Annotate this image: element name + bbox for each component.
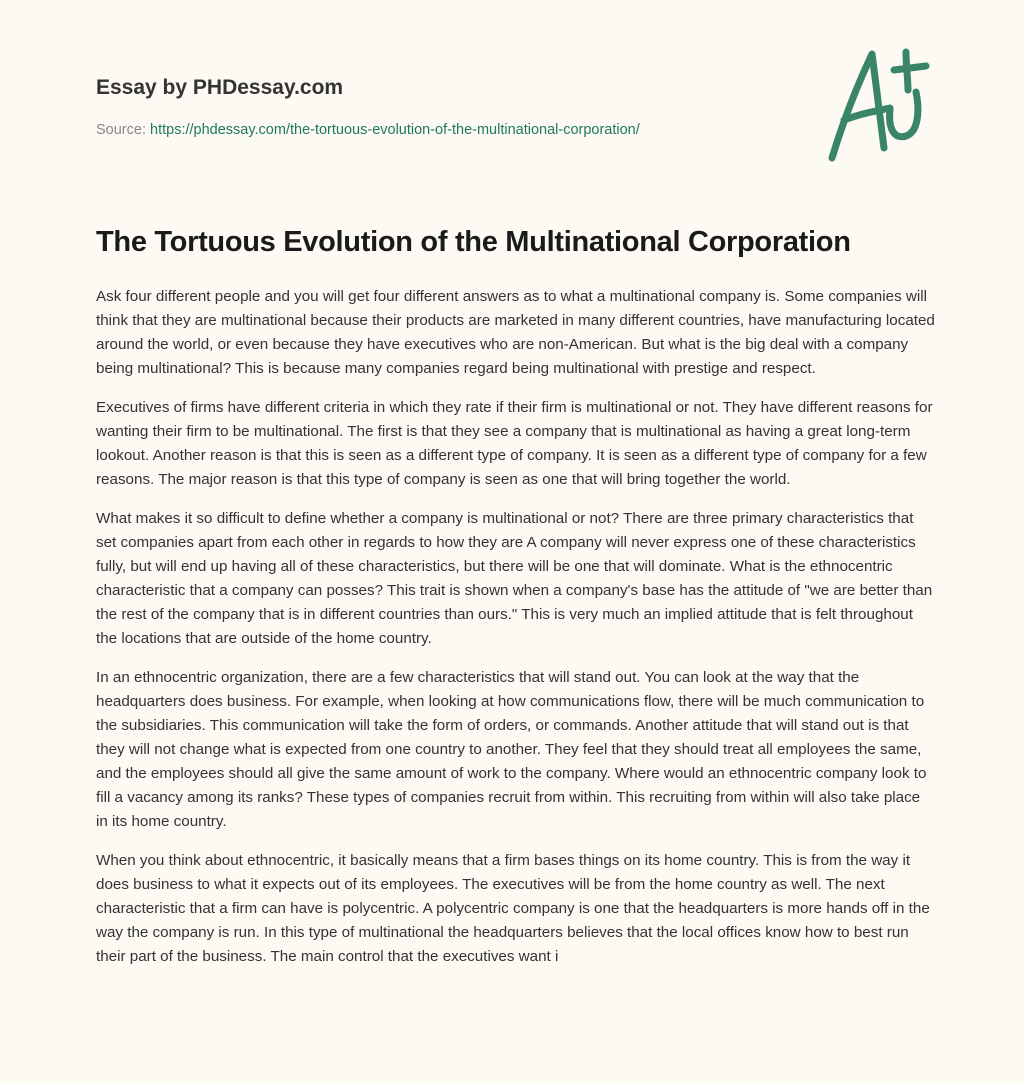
- paragraph: When you think about ethnocentric, it basically means that a firm bases things on its home country. This is from the way it does business to what it expects out of its employees. The executives will be from the home country as well. The next characteristic that a firm can have is polycentric. A polycentric company is one that the headquarters is more hands off in the way the company is run. In this type of multinational the headquarters believes that the local offices know how to best run their part of the business. The main control that the executives want i: [96, 852, 930, 965]
- article-body: [96, 285, 936, 984]
- site-header: [96, 76, 640, 138]
- brand-title: Essay by PHDessay.com: [96, 76, 344, 99]
- source-link[interactable]: https://phdessay.com/the-tortuous-evolution-of-the-multinational-corporation/: [150, 122, 640, 138]
- paragraph: In an ethnocentric organization, there are a few characteristics that will stand out. You can look at the way that the headquarters does business. For example, when looking at how communications flow, there will be much communication to the subsidiaries. This communication will take the form of orders, or commands. Another attitude that will stand out is that they will not change what is expected from one country to another. They feel that they should treat all employees the same, and the employees should all give the same amount of work to the company. Where would an ethnocentric company look to fill a vacancy among its ranks? These types of companies recruit from within. This recruiting from within will also take place in its home country.: [96, 669, 927, 830]
- source-label: Source:: [96, 122, 146, 138]
- paragraph: What makes it so difficult to define whether a company is multinational or not? There are three primary characteristics that set companies apart from each other in regards to how they are A company will never express one of these characteristics fully, but will end up having all of these characteristics, but there will be one that will dominate. What is the ethnocentric characteristic that a company can posses? This trait is shown when a company's base has the attitude of "we are better than the rest of the company that is in different countries than ours." This is very much an implied attitude that is felt throughout the locations that are outside of the home country.: [96, 510, 933, 647]
- a-plus-logo-icon: [820, 40, 930, 165]
- article-title: The Tortuous Evolution of the Multinational Corporation: [96, 226, 851, 258]
- paragraph: Executives of firms have different criteria in which they rate if their firm is multinational or not. They have different reasons for wanting their firm to be multinational. The first is that they see a company that is multinational as having a great long-term lookout. Another reason is that this is seen as a different type of company. It is seen as a different type of company for a few reasons. The major reason is that this type of company is seen as one that will bring together the world.: [96, 399, 933, 488]
- source-line: [96, 122, 640, 138]
- paragraph: Ask four different people and you will get four different answers as to what a multinational company is. Some companies will think that they are multinational because their products are marketed in many different countries, have manufacturing located around the world, or even because they have executives who are non-American. But what is the big deal with a company being multinational? This is because many companies regard being multinational with prestige and respect.: [96, 288, 935, 377]
